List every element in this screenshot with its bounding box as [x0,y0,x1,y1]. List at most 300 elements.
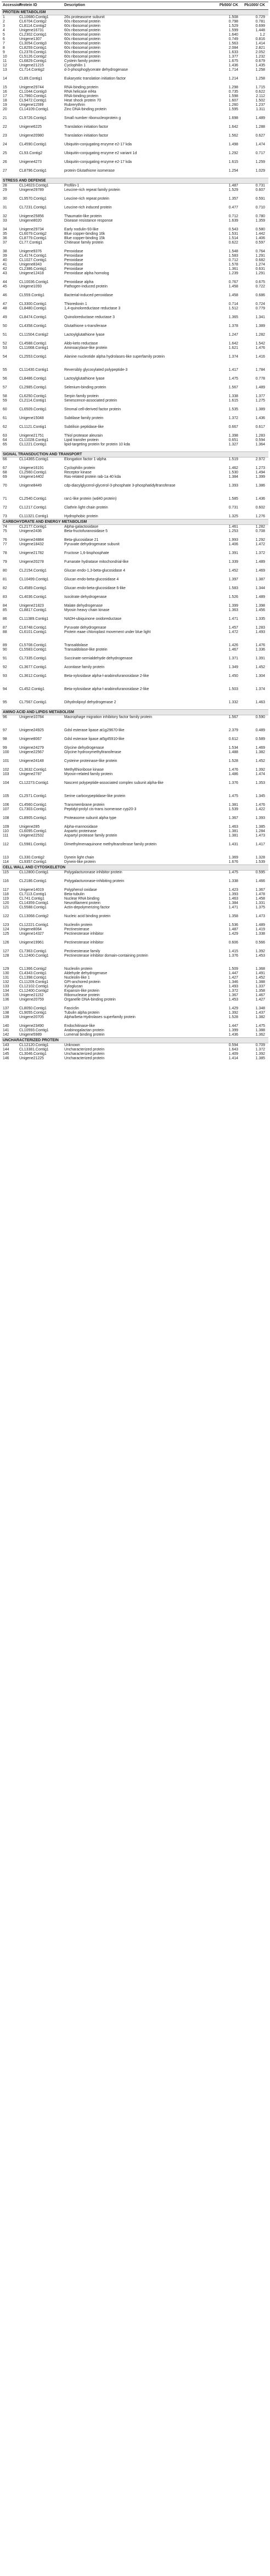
cell-protein-id: CL8817.Contig1 [19,608,47,612]
cell-pb500-ck: 1.498 [228,143,238,146]
cell-accession: 111 [3,834,9,838]
cell-accession: 90 [3,648,7,652]
cell-description: GPI-anchored protein [64,980,100,984]
cell-accession: 15 [3,86,7,89]
cell-pb500-ck: 1.519 [228,457,238,461]
cell-pb1000-ck: 1.502 [255,99,265,103]
cell-pb1000-ck: 0.686 [255,293,265,297]
protein-table [2,2,268,1061]
table-row [2,772,268,781]
header-accession: Accession [2,2,18,10]
cell-protein-id: CL93.Contig2 [19,151,43,155]
cell-pb1000-ck: 1.382 [255,1015,265,1019]
table-row [2,46,268,50]
cell-accession: 69 [3,475,7,479]
cell-description: Transaldolase-like protein [64,648,108,652]
cell-pb500-ck: 1.372 [228,416,238,420]
cell-pb1000-ck: 1.784 [255,368,265,372]
cell-description: Dihydrolipoyl dehydrogenase 2 [64,701,116,704]
cell-description: lipid-targeting protein for protein 10 kda [64,443,130,447]
cell-pb500-ck: 1.535 [228,408,238,411]
cell-accession: 135 [3,993,9,997]
table-row [2,241,268,250]
cell-pb1000-ck: 1.453 [255,954,265,958]
table-row [2,258,268,263]
cell-pb500-ck: 0.622 [228,241,238,245]
cell-protein-id: CL7335.Contig1 [19,657,47,660]
cell-description: Aconitase family protein [64,665,105,669]
table-row [2,24,268,29]
table-row [2,15,268,20]
cell-accession: 13 [3,68,7,72]
cell-pb500-ck: 1.381 [228,829,238,833]
cell-accession: 23 [3,134,7,138]
cell-pb500-ck: 1.398 [228,434,238,438]
cell-protein-id: Unigene8064 [19,928,42,931]
cell-pb500-ck: 1.458 [228,285,238,289]
cell-pb1000-ck: 2.972 [255,457,265,461]
cell-pb500-ck: 1.406 [228,543,238,546]
cell-pb500-ck: 1.339 [228,560,238,564]
table-row [2,578,268,586]
cell-accession: 133 [3,985,9,988]
cell-protein-id: CL8474.Contig1 [19,315,47,319]
table-row [2,236,268,241]
cell-accession: 36 [3,236,7,240]
table-row [2,37,268,42]
cell-protein-id: CL741.Contig1 [19,897,44,901]
cell-protein-id: CL4036.Contig1 [19,595,47,599]
cell-pb500-ck: 1.529 [228,188,238,192]
cell-description: Bacterial-induced peroxidase [64,293,113,297]
cell-pb1000-ck: 1.284 [255,829,265,833]
cell-description: Alpha-galactosidase [64,525,99,529]
cell-protein-id: Unigene16191 [19,466,44,470]
cell-description: Beta-tubulin [64,892,85,896]
cell-pb500-ck: 1.698 [228,116,238,120]
cell-pb500-ck: 1.372 [228,989,238,993]
cell-pb1000-ck: 1.458 [255,897,265,901]
cell-protein-id: Unigene21152 [19,993,44,997]
cell-protein-id: CL6101.Contig1 [19,630,47,634]
cell-accession: 122 [3,914,9,918]
table-row [2,285,268,293]
cell-description: Dynein-like protein [64,860,96,864]
cell-accession: 116 [3,879,9,883]
cell-pb500-ck: 2.379 [228,728,238,732]
cell-accession: 71 [3,497,7,501]
cell-pb1000-ck: 1.489 [255,595,265,599]
cell-protein-id: CL3612.Contig1 [19,674,47,678]
cell-pb500-ck: 1.503 [228,687,238,691]
cell-pb1000-ck: 0.779 [255,307,265,310]
cell-accession: 41 [3,263,7,267]
cell-accession: 127 [3,950,9,953]
table-row [2,993,268,998]
cell-description: Gdsl esterase lipase at5g45910-like [64,737,125,741]
cell-protein-id: CL10680.Contig1 [19,15,49,19]
cell-pb500-ck: 1.583 [228,586,238,590]
cell-pb500-ck: 1.512 [228,307,238,310]
table-row [2,715,268,729]
cell-pb1000-ck: 1.467 [255,993,265,997]
cell-pb1000-ck: 1.385 [255,1057,265,1060]
cell-pb1000-ck: 1.2 [260,33,265,37]
cell-accession: 79 [3,560,7,564]
table-row [2,906,268,914]
cell-description: cdp-diacylglycerol-glycerol-3-phosphate 3-phosphatidyltransferase [64,484,176,488]
cell-protein-id: CL12400.Contig1 [19,954,49,958]
cell-pb500-ck: 1.254 [228,169,238,173]
cell-pb1000-ck: 1.362 [255,1033,265,1037]
table-row [2,250,268,254]
cell-pb500-ck: 1.536 [228,923,238,927]
table-row [2,184,268,189]
cell-pb1000-ck: 1.328 [255,856,265,860]
cell-pb500-ck: 1.509 [228,967,238,971]
table-row [2,626,268,630]
table-row [2,228,268,232]
cell-pb1000-ck: 1.414 [255,42,265,46]
cell-pb1000-ck: 1.359 [255,219,265,223]
table-row [2,543,268,551]
cell-accession: 143 [3,1043,9,1047]
table-row [2,617,268,626]
cell-protein-id: Unigene2787 [19,772,42,776]
cell-pb500-ck: 1.530 [228,471,238,474]
table-row [2,64,268,68]
cell-pb1000-ck: 1.388 [255,980,265,984]
table-row [2,551,268,560]
cell-accession: 103 [3,772,9,776]
table-row [2,94,268,99]
cell-pb500-ck: 1.367 [228,816,238,820]
cell-protein-id: Unigene20759 [19,998,44,1002]
cell-protein-id: Unigene29734 [19,228,44,231]
cell-pb1000-ck: 1.437 [255,1011,265,1015]
cell-accession: 99 [3,746,7,750]
table-row [2,307,268,315]
cell-pb1000-ck: 1.452 [255,665,265,669]
cell-pb500-ck: 1.471 [228,617,238,621]
cell-protein-id: CL9357.Contig1 [19,860,47,864]
cell-accession: 118 [3,892,9,896]
cell-pb500-ck: 1.292 [228,151,238,155]
cell-description: Neurofilament protein [64,901,100,905]
table-row [2,892,268,897]
cell-description: Beta-fructofuranosidase 5 [64,529,108,533]
table-row [2,1011,268,1015]
cell-accession: 7 [3,42,5,46]
table-row [2,971,268,976]
cell-accession: 100 [3,750,9,754]
table-row [2,928,268,932]
cell-pb500-ck: 1.599 [228,29,238,32]
cell-accession: 106 [3,803,9,807]
table-row [2,169,268,178]
cell-accession: 60 [3,408,7,411]
cell-accession: 1 [3,15,5,19]
cell-pb1000-ck: 1.345 [255,794,265,798]
cell-pb1000-ck: 1.372 [255,1048,265,1052]
cell-pb1000-ck: 1.406 [255,236,265,240]
cell-accession: 76 [3,538,7,542]
cell-accession: 39 [3,254,7,258]
table-row [2,701,268,710]
cell-accession: 138 [3,1011,9,1015]
cell-accession: 70 [3,484,7,488]
cell-pb500-ck: 1.675 [228,59,238,63]
cell-pb500-ck: 1.346 [228,980,238,984]
cell-accession: 42 [3,267,7,271]
cell-description: Clathrin light chain protein [64,506,108,510]
cell-description: 60s ribosomal protein [64,24,100,28]
cell-accession: 29 [3,188,7,192]
cell-description: Disease resistance response [64,219,113,223]
cell-pb1000-ck: 0.590 [255,715,265,719]
cell-description: Pectinesterase family [64,950,100,953]
cell-protein-id: CL8905.Contig1 [19,816,47,820]
table-row [2,794,268,803]
cell-accession: 78 [3,551,7,555]
table-row [2,825,268,829]
cell-protein-id: Unigene9376 [19,250,42,253]
section-header-row [2,865,268,871]
cell-protein-id: CL1221.Contig1 [19,443,47,447]
table-row [2,59,268,64]
cell-description: Fumarate hydratase mitochondrial-like [64,560,129,564]
cell-description: Myosin heavy chain kinase [64,608,110,612]
cell-pb500-ck: 1.615 [228,399,238,403]
cell-description: Thiol protease aleurain [64,434,103,438]
cell-pb1000-ck: 1.463 [255,701,265,704]
cell-description: Cystein family protein [64,59,100,63]
cell-pb500-ck: 1.607 [228,99,238,103]
cell-description: Lactoylglutathione lyase [64,333,105,337]
cell-accession: 30 [3,197,7,201]
table-row [2,888,268,892]
table-row [2,272,268,280]
cell-pb500-ck: 1.436 [228,1033,238,1037]
table-row [2,55,268,59]
cell-accession: 145 [3,1052,9,1056]
table-row [2,648,268,657]
cell-accession: 115 [3,871,9,874]
table-row [2,843,268,856]
cell-accession: 91 [3,657,7,660]
table-row [2,976,268,980]
cell-description: Isocitrate dehydrogenase [64,595,107,599]
cell-description: 60s ribosomal protein [64,37,100,41]
cell-description: Cysteine proteinase-like protein [64,759,117,763]
cell-protein-id: CL1027.Contig1 [19,258,47,262]
cell-description: Senescence-associated protein [64,399,117,403]
cell-pb500-ck: 1.472 [228,630,238,634]
cell-accession: 140 [3,1024,9,1028]
cell-pb1000-ck: 1.348 [255,1007,265,1010]
cell-pb1000-ck: 1.304 [255,674,265,678]
cell-protein-id: Unigene29744 [19,86,44,89]
cell-description: Pectinesterase [64,928,89,931]
cell-pb1000-ck: 1.448 [255,29,265,32]
cell-protein-id: CL5981.Contig1 [19,843,47,846]
cell-description: 26s proteasome subunit [64,15,105,19]
table-row [2,77,268,86]
cell-description: Xyloglucan [64,985,83,988]
cell-description: Stromal cell-derived factor protein [64,408,121,411]
cell-pb1000-ck: 1.436 [255,497,265,501]
cell-pb1000-ck: 1.399 [255,475,265,479]
cell-protein-id: CL1217.Contig1 [19,506,47,510]
cell-description: 1,4-quinoloreductase reductase 3 [64,307,121,310]
cell-description: Selenium-binding protein [64,386,106,389]
cell-description: Myosin-related family protein [64,772,113,776]
cell-pb500-ck: 1.595 [228,108,238,111]
table-row [2,355,268,368]
cell-pb500-ck: 1.463 [228,897,238,901]
cell-pb500-ck: 1.214 [228,77,238,81]
cell-accession: 33 [3,219,7,223]
cell-pb1000-ck: 0.489 [255,728,265,732]
table-row [2,643,268,648]
cell-accession: 96 [3,715,7,719]
cell-protein-id: Unigene21823 [19,604,44,608]
table-row [2,232,268,236]
cell-protein-id: CL6079.Contig2 [19,232,47,236]
cell-pb1000-ck: 1.472 [255,543,265,546]
cell-pb500-ck: 0.731 [228,506,238,510]
cell-protein-id: CL5588.Contig1 [19,906,47,909]
table-row [2,538,268,543]
table-row [2,923,268,928]
cell-pb500-ck: 1.475 [228,377,238,381]
cell-protein-id: Unigene16731 [19,29,44,32]
table-row [2,604,268,608]
cell-protein-id: CL9726.Contig1 [19,116,47,120]
cell-pb1000-ck: 0.710 [255,206,265,210]
cell-description: Leucine-rich repeat family protein [64,188,120,192]
cell-protein-id: CL6509.Contig1 [19,408,47,411]
cell-pb1000-ck: 1.398 [255,604,265,608]
table-row [2,315,268,324]
cell-description: Small number ribonucleoprotein g [64,116,121,120]
cell-accession: 104 [3,781,9,785]
table-row [2,1007,268,1011]
cell-pb1000-ck: 0.675 [255,280,265,284]
cell-protein-id: CL14109.Contig1 [19,108,49,111]
cell-pb500-ck: 1.548 [228,250,238,253]
cell-pb1000-ck: 2.112 [256,94,265,98]
cell-protein-id: CL6829.Contig1 [19,59,47,63]
cell-pb1000-ck: 1.387 [255,578,265,581]
cell-pb500-ck: 0.749 [228,37,238,41]
cell-pb500-ck: 1.427 [228,976,238,980]
cell-protein-id: CL1398.Contig1 [19,976,47,980]
cell-protein-id: CL2560.Contig1 [19,471,47,474]
cell-description: Nucleolin protein [64,923,93,927]
cell-pb500-ck: 1.399 [228,604,238,608]
table-row [2,1029,268,1033]
table-row [2,856,268,860]
cell-pb500-ck: 1.461 [228,525,238,529]
cell-pb1000-ck: 1.388 [255,1029,265,1032]
table-row [2,932,268,941]
cell-pb1000-ck: 1.283 [255,626,265,630]
table-row [2,860,268,865]
cell-description: ran1-like protein (wd40 protein) [64,497,117,501]
cell-accession: 57 [3,386,7,389]
cell-pb500-ck: 1.338 [228,879,238,883]
table-row [2,781,268,794]
cell-protein-id: Unigene2436 [19,529,42,533]
cell-description: Glycine hydroxymethyltransferase [64,750,121,754]
cell-protein-id: Unigene285 [19,825,40,829]
cell-protein-id: Unigene1307 [19,37,42,41]
table-row [2,569,268,578]
table-row [2,416,268,425]
cell-pb1000-ck: 1.344 [255,586,265,590]
table-row [2,998,268,1007]
cell-accession: 28 [3,184,7,188]
cell-pb1000-ck: 1.291 [255,272,265,275]
cell-accession: 44 [3,280,7,284]
cell-pb1000-ck: 1.452 [255,976,265,980]
cell-accession: 109 [3,825,9,829]
table-row [2,914,268,923]
cell-pb1000-ck: 1.493 [255,630,265,634]
cell-protein-id: CL6704.Contig2 [19,20,47,24]
cell-pb500-ck: 0.767 [228,280,238,284]
cell-accession: 14 [3,77,7,81]
table-row [2,630,268,643]
cell-pb500-ck: 1.384 [228,475,238,479]
cell-protein-id: Unigene6225 [19,125,42,129]
cell-protein-id: Unigene8343 [19,263,42,267]
cell-description: Glucan endo-1,3-beta-glucosidase 4 [64,569,126,573]
table-row [2,950,268,954]
table-row [2,1048,268,1052]
cell-accession: 58 [3,394,7,398]
cell-protein-id: CL7231.Contig1 [19,206,47,210]
table-row [2,103,268,108]
cell-protein-id: Unigene10784 [19,715,44,719]
cell-pb1000-ck: 0.580 [255,228,265,231]
cell-protein-id: CL13381.Contig1 [19,1048,49,1052]
cell-protein-id: CL5708.Contig1 [19,643,47,647]
cell-protein-id: CL14359.Contig1 [19,901,49,905]
cell-pb1000-ck: 1.358 [255,989,265,993]
cell-accession: 22 [3,125,7,129]
cell-pb500-ck: 1.642 [228,342,238,346]
table-row [2,750,268,759]
cell-pb500-ck: 1.363 [228,608,238,612]
cell-description: Chitinase family protein [64,241,104,245]
cell-pb1000-ck: 1.029 [255,169,265,173]
cell-accession: 8 [3,46,5,50]
cell-pb500-ck: 1.621 [228,346,238,350]
table-row [2,484,268,497]
cell-protein-id: CL14023.Contig1 [19,184,49,188]
table-row [2,99,268,103]
cell-description: Translation initiation factor [64,125,109,129]
cell-protein-id: CL8114.Contig2 [19,24,47,28]
cell-protein-id: Unigene4273 [19,160,42,164]
cell-pb1000-ck: 1.364 [255,443,265,447]
cell-protein-id: CL6095.Contig1 [19,829,47,833]
cell-pb1000-ck: 1.475 [255,1024,265,1028]
cell-protein-id: CL77.Contig1 [19,241,43,245]
cell-pb500-ck: 1.714 [228,68,238,72]
